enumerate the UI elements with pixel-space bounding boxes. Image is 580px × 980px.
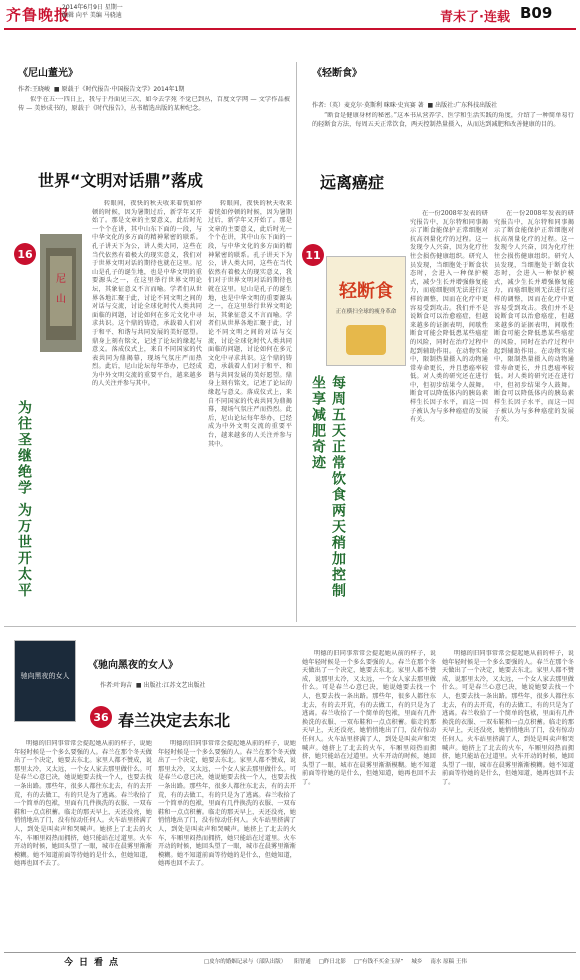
svg-text:山: 山: [56, 294, 66, 305]
right-intro: “断食是健康身材的秘密。”这本书从营养学、医学和生活实践的角度，介绍了一种简单易行的轻断食方法，每周五天正常饮食，两天控制热量摄入，从而达到减肥和改善健康的目的。: [312, 112, 574, 128]
page-number: B09: [520, 4, 553, 22]
footer-label: 今日看点: [64, 958, 125, 968]
left-series-title: 《尼山董光》: [18, 68, 78, 79]
qingduanshi-book-cover: [326, 256, 406, 366]
left-author: 王晓峻: [32, 86, 51, 93]
footer-item[interactable]: □“有钱不买金玉屏”: [353, 959, 404, 965]
left-episode-badge: 16: [14, 243, 36, 265]
footer-bar: [4, 952, 576, 969]
right-headline: 远离癌症: [320, 173, 385, 192]
bottom-body-col3: 明德的旧同事常常会提起她从前的样子，说她年轻时候是一个多么要强的人。春兰在那个冬天做出了一个决定，她要去东北。家里人都不赞成，说那里太冷，又太远，一个女人家去那里做什么。可是春兰心意已决，她说她要去找一个人，也要去找一条出路。那些年，很多人都往东北去，有的去开荒，有的去做工，有的只是为了逃离。春兰收拾了一个简单的包袱，里面有几件换洗的衣服、一双布鞋和一点点积蓄。临走的那天早上，天还没亮，她悄悄地出了门，没有惊动任何人。火车站里挤满了人，到处是叫卖声和哭喊声。她挤上了北去的火车，车厢里闷热而拥挤，她只能站在过道里。火车开动的时候，她回头望了一眼，城市在晨雾里渐渐模糊。她不知道前面等待她的是什么，但她知道，她再也回不去了。: [302, 650, 436, 786]
bottom-episode-badge: 36: [90, 706, 112, 728]
section-divider: [4, 626, 576, 627]
bottom-publisher: 出版社:江苏文艺出版社: [143, 682, 206, 689]
footer-item[interactable]: 城乡: [411, 959, 423, 965]
bottom-headline: 春兰决定去东北: [118, 711, 231, 730]
bottom-body-col1: 明德的旧同事常常会提起她从前的样子，说她年轻时候是一个多么要强的人。春兰在那个冬天做出了一个决定，她要去东北。家里人都不赞成，说那里太冷，又太远，一个女人家去那里做什么。可是春兰心意已决，她说她要去找一个人，也要去找一条出路。那些年，很多人都往东北去，有的去开荒，有的去做工，有的只是为了逃离。春兰收拾了一个简单的包袱，里面有几件换洗的衣服、一双布鞋和一点点积蓄。临走的那天早上，天还没亮，她悄悄地出了门，没有惊动任何人。火车站里挤满了人，到处是叫卖声和哭喊声。她挤上了北去的火车，车厢里闷热而拥挤，她只能站在过道里。火车开动的时候，她回头望了一眼，城市在晨雾里渐渐模糊。她不知道前面等待她的是什么，但她知道，她再也回不去了。: [14, 740, 152, 868]
bottom-cover-title: 驰向黑夜的女人: [20, 672, 70, 680]
right-body-col1: 在一份2008年发表的研究报告中，瓦尔特和同事揭示了断食能保护正常细胞对抗高剂量化疗的过程。这一发现令人兴奋，因为化疗往往会损伤健康组织。研究人员发现，当细胞处于断食状态时，会进入一种保护模式，减少生长并增强修复能力，而癌细胞则无法进行这样的调整，因而在化疗中更容易受到攻击。我们并不是说断食可以治愈癌症，但越来越多的证据表明，间歇性断食可能会降低患某些癌症的风险，同时在治疗过程中起到辅助作用。在动物实验中，限制热量摄入的动物通常寿命更长，并且患癌率较低。对人类的研究还在进行中，但初步结果令人鼓舞。断食可以降低体内的胰岛素样生长因子水平，而这一因子被认为与多种癌症的发展有关。: [410, 210, 488, 424]
right-series-title: 《轻断食》: [312, 68, 362, 79]
left-headline: 世界“文明对话鼎”落成: [38, 171, 204, 190]
left-body-col1: 转眼间，夜快的秋天收来着恍如停顿的时候，因为暑期过后，新学年又开始了。那是文章的主要意义，此后时光一个个在讲，其中山东下面的一段，与中华文化的多方面的精神紧密的联系。孔子讲天下为公，讲人类大同，这些在当代依然有着极大的现实意义，我们对于世界文明对话的期待也就在这里。尼山是孔子的诞生地，也是中华文明的重要源头之一，在这里举行世界文明论坛，其象征意义不言而喻。学者们从世界各地汇聚于此，讨论不同文明之间的对话与交流，讨论全球化时代人类共同面临的问题，讨论如何在多元文化中寻求共识。这个鼎的铸造，承载着人们对于和平、和谐与共同发展的美好愿望。鼎身上刻有铭文，记述了论坛的缘起与意义。落成仪式上，来自不同国家的代表共同为鼎揭幕，现场气氛庄严而热烈。此后，尼山论坛每年举办，已经成为中外文明交流的重要平台，越来越多的人关注并参与其中。: [92, 200, 202, 388]
left-byline: 作者:王晓峻 ■ 原载于《时代报告·中国报告文学》2014年1期: [18, 86, 185, 93]
right-vertical-quote: 每周五天正常饮食两天稍加控制 坐享减肥奇迹: [310, 375, 346, 599]
bottom-author-label: 作者:: [100, 682, 115, 689]
left-source: 原载于《时代报告·中国报告文学》2014年1期: [61, 86, 185, 93]
left-intro: 似乎在五·一四日上，我与于丹面见三次，如今去学苑 不觉已到丛，百度文学网 — 文学作品被传 — 美妙成书的，原载于《时代报告》，丛书精选出版的某种纪念。: [18, 96, 290, 112]
svg-text:尼: 尼: [56, 274, 66, 285]
masthead: [0, 0, 580, 30]
bottom-body-col2: 明德的旧同事常常会提起她从前的样子，说她年轻时候是一个多么要强的人。春兰在那个冬天做出了一个决定，她要去东北。家里人都不赞成，说那里太冷，又太远，一个女人家去那里做什么。可是春兰心意已决，她说她要去找一个人，也要去找一条出路。那些年，很多人都往东北去，有的去开荒，有的去做工，有的只是为了逃离。春兰收拾了一个简单的包袱，里面有几件换洗的衣服、一双布鞋和一点点积蓄。临走的那天早上，天还没亮，她悄悄地出了门，没有惊动任何人。火车站里挤满了人，到处是叫卖声和哭喊声。她挤上了北去的火车，车厢里闷热而拥挤，她只能站在过道里。火车开动的时候，她回头望了一眼，城市在晨雾里渐渐模糊。她不知道前面等待她的是什么，但她知道，她再也回不去了。: [158, 740, 296, 868]
cover-subtitle: 正在横扫全球的瘦身革命: [335, 309, 397, 315]
right-author: （英）麦克尔·莫斯利 咪咪·史宾赛 著: [326, 102, 424, 109]
newspaper-logo: 齐鲁晚报: [6, 6, 71, 24]
masthead-rule: [4, 28, 576, 30]
bottom-byline: 作者:叶询吉 ■ 出版社:江苏文艺出版社: [100, 682, 206, 689]
left-vertical-quote: 为往圣继绝学 为万世开太平: [16, 400, 32, 599]
section-title: 青未了·连载: [440, 10, 510, 25]
left-body-col2: 转眼间，夜快的秋天收来着恍如停顿的时候，因为暑期过后，新学年又开始了。那是文章的主要意义，此后时光一个个在讲，其中山东下面的一段，与中华文化的多方面的精神紧密的联系。孔子讲天下为公，讲人类大同，这些在当代依然有着极大的现实意义，我们对于世界文明对话的期待也就在这里。尼山是孔子的诞生地，也是中华文明的重要源头之一，在这里举行世界文明论坛，其象征意义不言而喻。学者们从世界各地汇聚于此，讨论不同文明之间的对话与交流，讨论全球化时代人类共同面临的问题，讨论如何在多元文化中寻求共识。这个鼎的铸造，承载着人们对于和平、和谐与共同发展的美好愿望。鼎身上刻有铭文，记述了论坛的缘起与意义。落成仪式上，来自不同国家的代表共同为鼎揭幕，现场气氛庄严而热烈。此后，尼山论坛每年举办，已经成为中外文明交流的重要平台，越来越多的人关注并参与其中。: [208, 200, 292, 448]
bottom-series-title: 《驰向黑夜的女人》: [88, 660, 178, 671]
black-night-book-cover: [14, 640, 76, 722]
left-author-label: 作者:: [18, 86, 33, 93]
footer-item[interactable]: □昨日北影: [318, 959, 346, 965]
issue-meta: [62, 4, 123, 20]
right-byline: 作者:（英）麦克尔·莫斯利 咪咪·史宾赛 著 ■ 出版社:广东科技出版社: [312, 102, 498, 109]
cover-illustration: [346, 325, 386, 355]
bottom-author: 叶询吉: [114, 682, 133, 689]
editors: 编辑 向平 美编 马骁迪: [62, 12, 122, 19]
column-divider: [296, 62, 297, 622]
footer-items: [204, 957, 467, 965]
footer-item[interactable]: □皮尔的婚姻记录与（部队出版）: [204, 959, 287, 965]
footer-item[interactable]: 南水 原稿 王伟: [430, 959, 467, 965]
bottom-body-col4: 明德的旧同事常常会提起她从前的样子，说她年轻时候是一个多么要强的人。春兰在那个冬天做出了一个决定，她要去东北。家里人都不赞成，说那里太冷，又太远，一个女人家去那里做什么。可是春兰心意已决，她说她要去找一个人，也要去找一条出路。那些年，很多人都往东北去，有的去开荒，有的去做工，有的只是为了逃离。春兰收拾了一个简单的包袱，里面有几件换洗的衣服、一双布鞋和一点点积蓄。临走的那天早上，天还没亮，她悄悄地出了门，没有惊动任何人。火车站里挤满了人，到处是叫卖声和哭喊声。她挤上了北去的火车，车厢里闷热而拥挤，她只能站在过道里。火车开动的时候，她回头望了一眼，城市在晨雾里渐渐模糊。她不知道前面等待她的是什么，但她知道，她再也回不去了。: [442, 650, 574, 786]
right-author-label: 作者:: [312, 102, 327, 109]
right-episode-badge: 11: [302, 244, 324, 266]
right-body-col2: 在一份2008年发表的研究报告中，瓦尔特和同事揭示了断食能保护正常细胞对抗高剂量化疗的过程。这一发现令人兴奋，因为化疗往往会损伤健康组织。研究人员发现，当细胞处于断食状态时，会进入一种保护模式，减少生长并增强修复能力，而癌细胞则无法进行这样的调整，因而在化疗中更容易受到攻击。我们并不是说断食可以治愈癌症，但越来越多的证据表明，间歇性断食可能会降低患某些癌症的风险，同时在治疗过程中起到辅助作用。在动物实验中，限制热量摄入的动物通常寿命更长，并且患癌率较低。对人类的研究还在进行中，但初步结果令人鼓舞。断食可以降低体内的胰岛素样生长因子水平，而这一因子被认为与多种癌症的发展有关。: [494, 210, 574, 424]
issue-date: 2014年6月9日 星期一: [62, 4, 123, 11]
right-publisher: 出版社:广东科技出版社: [435, 102, 498, 109]
stone-tablet-photo: [40, 234, 82, 352]
footer-item[interactable]: 阳智通: [294, 959, 311, 965]
cover-title: 轻断食: [339, 281, 393, 302]
